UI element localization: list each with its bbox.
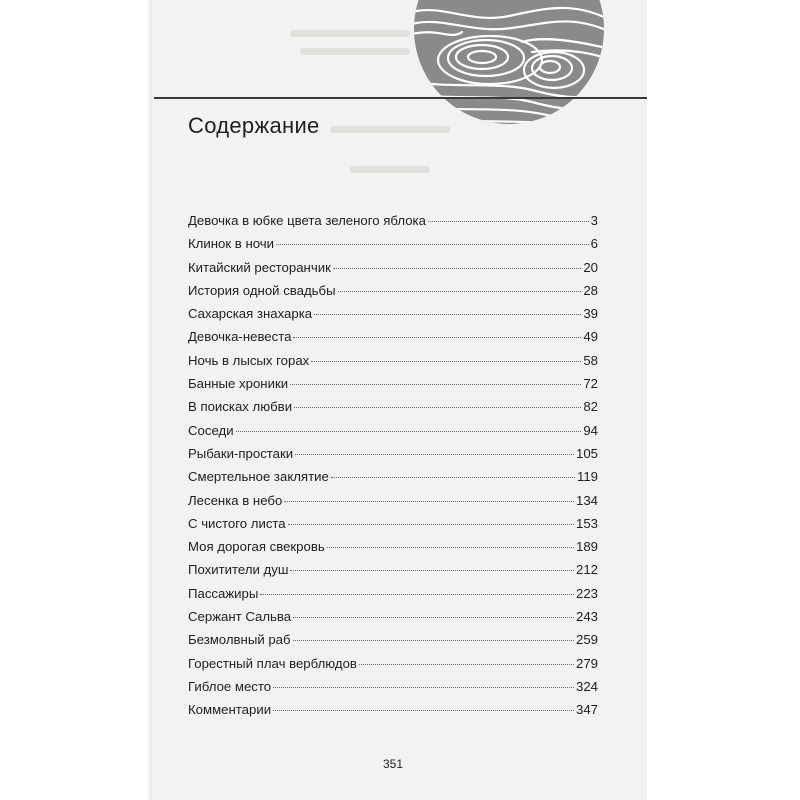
dot-leader — [314, 314, 581, 315]
dot-leader — [284, 501, 574, 502]
dot-leader — [288, 524, 574, 525]
toc-entry — [188, 395, 598, 418]
toc-entry-title: Лесенка в небо — [188, 492, 283, 508]
toc-entry — [188, 232, 598, 255]
toc-entry-title: Моя дорогая свекровь — [188, 539, 325, 555]
dot-leader — [311, 361, 581, 362]
toc-entry-page: 94 — [583, 422, 598, 438]
dot-leader — [331, 477, 575, 478]
toc-entry — [188, 279, 598, 302]
toc-entry-page: 28 — [583, 282, 598, 298]
show-through-line — [300, 48, 410, 55]
dot-leader — [293, 640, 574, 641]
dot-leader — [293, 617, 574, 618]
header-rule — [154, 97, 647, 99]
toc-entry — [188, 302, 598, 325]
toc-entry — [188, 256, 598, 279]
toc-entry — [188, 349, 598, 372]
toc-entry-page: 3 — [590, 213, 598, 228]
toc-entry — [188, 605, 598, 628]
toc-entry-title: Ночь в лысых горах — [188, 352, 310, 368]
dot-leader — [290, 570, 574, 571]
dot-leader — [338, 291, 582, 292]
toc-entry — [188, 652, 598, 675]
dot-leader — [273, 687, 574, 688]
toc-entry-title: Банные хроники — [188, 376, 289, 392]
dot-leader — [236, 431, 582, 432]
toc-entry-title: Сержант Сальва — [188, 609, 292, 625]
dot-leader — [290, 384, 581, 385]
toc-entry-page: 189 — [575, 539, 598, 555]
dot-leader — [327, 547, 574, 548]
toc-entry-page: 243 — [575, 609, 598, 625]
toc-entry-page: 324 — [575, 678, 598, 694]
dot-leader — [273, 710, 574, 711]
toc-entry-page: 39 — [583, 306, 598, 322]
toc-entry-title: С чистого листа — [188, 515, 286, 531]
toc-entry-title: Безмолвный раб — [188, 632, 291, 648]
toc-entry-title: Клинок в ночи — [188, 236, 275, 252]
toc-entry-page: 212 — [575, 562, 598, 578]
toc-entry-title: Рыбаки-простаки — [188, 445, 294, 461]
show-through-line — [330, 126, 450, 133]
wood-grain-emblem — [412, 0, 606, 126]
page-title: Содержание — [188, 113, 320, 138]
toc-entry-title: История одной свадьбы — [188, 282, 336, 298]
toc-entry — [188, 582, 598, 605]
dot-leader — [295, 454, 574, 455]
table-of-contents — [188, 209, 598, 722]
toc-entry — [188, 209, 598, 232]
toc-entry — [188, 628, 598, 651]
toc-entry-title: Смертельное заклятие — [188, 469, 329, 485]
toc-entry-page: 153 — [575, 515, 598, 531]
toc-entry — [188, 512, 598, 535]
toc-entry-title: В поисках любви — [188, 399, 293, 415]
toc-entry-title: Гиблое место — [188, 678, 272, 694]
toc-entry-title: Горестный плач верблюдов — [188, 655, 357, 671]
dot-leader — [333, 268, 581, 269]
toc-entry-page: 279 — [575, 655, 598, 671]
toc-entry-page: 223 — [575, 585, 598, 601]
toc-entry-title: Соседи — [188, 422, 234, 438]
toc-entry-page: 58 — [583, 352, 598, 368]
dot-leader — [359, 664, 574, 665]
toc-entry — [188, 419, 598, 442]
dot-leader — [293, 337, 581, 338]
show-through-line — [290, 30, 410, 37]
toc-entry — [188, 558, 598, 581]
toc-entry — [188, 698, 598, 721]
dot-leader — [294, 407, 581, 408]
toc-entry-page: 49 — [583, 329, 598, 345]
toc-entry-page: 259 — [575, 632, 598, 648]
toc-entry-title: Пассажиры — [188, 585, 259, 601]
toc-entry-title: Сахарская знахарка — [188, 306, 313, 322]
toc-entry-title: Девочка-невеста — [188, 329, 292, 345]
dot-leader — [260, 594, 574, 595]
show-through-line — [350, 166, 430, 173]
toc-entry-title: Похитители душ — [188, 562, 289, 578]
toc-entry-page: 134 — [575, 492, 598, 508]
toc-entry — [188, 372, 598, 395]
toc-entry — [188, 675, 598, 698]
toc-entry-page: 20 — [583, 259, 598, 275]
toc-entry — [188, 442, 598, 465]
toc-entry-title: Китайский ресторанчик — [188, 259, 331, 275]
toc-entry-page: 105 — [575, 445, 598, 461]
toc-entry-page: 347 — [575, 702, 598, 718]
toc-entry-page: 6 — [590, 236, 598, 252]
toc-entry — [188, 489, 598, 512]
dot-leader — [276, 244, 589, 245]
toc-entry — [188, 325, 598, 348]
toc-entry — [188, 535, 598, 558]
toc-entry-title: Комментарии — [188, 702, 272, 718]
toc-entry-page: 119 — [576, 469, 598, 485]
page-number: 351 — [383, 757, 404, 771]
toc-entry — [188, 465, 598, 488]
toc-entry-page: 82 — [583, 399, 598, 415]
toc-entry-page: 72 — [583, 376, 598, 392]
toc-entry-title: Девочка в юбке цвета зеленого яблока — [188, 213, 426, 228]
dot-leader — [428, 221, 589, 222]
